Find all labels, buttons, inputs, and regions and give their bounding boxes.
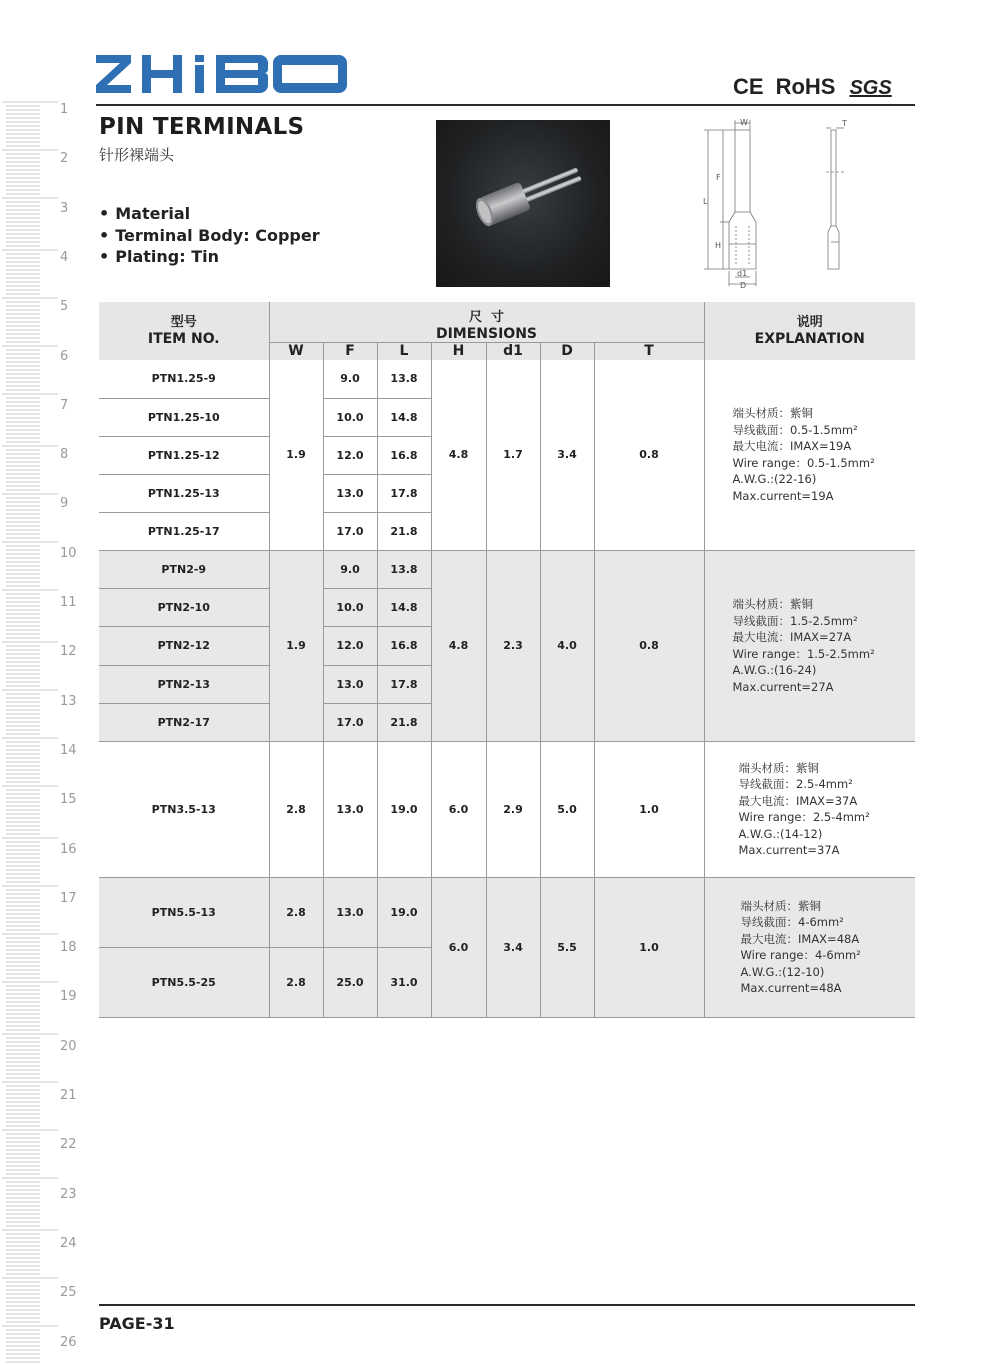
header-dimensions: [269, 302, 704, 342]
explanation-line: 导线截面：2.5-4mm²: [738, 777, 853, 791]
explanation-line: 最大电流：IMAX=27A: [732, 630, 852, 644]
item-no-cell: PTN2-9: [99, 550, 269, 588]
h-cell: 4.8: [431, 550, 486, 741]
h-cell: 6.0: [431, 877, 486, 1017]
item-no-cell: PTN2-12: [99, 626, 269, 665]
w-cell: 1.9: [269, 360, 323, 550]
d-cell: 3.4: [540, 360, 594, 550]
ruler-number: 4: [60, 249, 69, 265]
item-no-cell: PTN1.25-17: [99, 512, 269, 550]
page-ruler: [0, 100, 90, 1365]
ruler-number: 24: [60, 1235, 77, 1251]
explanation-line: Max.current=27A: [732, 679, 834, 694]
feature-item: • Plating: Tin: [99, 246, 320, 268]
explanation-line: 端头材质：紫铜: [732, 597, 813, 611]
f-cell: 9.0: [323, 550, 377, 588]
explanation-line: Max.current=37A: [738, 843, 840, 857]
ruler-number: 13: [60, 693, 77, 709]
f-cell: 17.0: [323, 512, 377, 550]
brand-logo: [96, 54, 348, 98]
ruler-number: 23: [60, 1186, 77, 1202]
column-header-l: L: [377, 342, 431, 360]
ruler-number: 14: [60, 742, 77, 758]
header-expl-en: EXPLANATION: [754, 331, 865, 347]
ruler-number: 8: [60, 447, 69, 463]
t-cell: 0.8: [594, 550, 704, 741]
ruler-ticks: [0, 100, 60, 1365]
label-w: W: [740, 118, 748, 127]
terminal-dimension-diagram: [698, 114, 878, 292]
explanation-cell: [704, 550, 915, 741]
explanation-line: 端头材质：紫铜: [738, 760, 819, 775]
feature-list: [99, 203, 320, 268]
l-cell: 13.8: [377, 550, 431, 588]
label-d: D: [740, 281, 747, 290]
explanation-line: 端头材质：紫铜: [740, 898, 821, 913]
l-cell: 19.0: [377, 741, 431, 877]
item-no-cell: PTN2-13: [99, 665, 269, 703]
spec-table-container: [99, 302, 915, 1018]
explanation-cell: [704, 741, 915, 877]
column-header-h: H: [431, 342, 486, 360]
explanation-cell: [704, 877, 915, 1017]
explanation-line: A.W.G.:(22-16): [732, 472, 817, 487]
explanation-line: Max.current=48A: [740, 981, 842, 995]
label-f: F: [716, 173, 721, 182]
table-row: [99, 741, 915, 877]
spec-table: [99, 302, 915, 1018]
column-header-t: T: [594, 342, 704, 360]
explanation-line: 端头材质：紫铜: [732, 406, 813, 421]
l-cell: 14.8: [377, 588, 431, 626]
ruler-number: 21: [60, 1088, 77, 1103]
ce-mark: CE: [733, 74, 764, 99]
ruler-number: 16: [60, 841, 77, 857]
explanation-line: A.W.G.:(14-12): [738, 826, 823, 841]
ruler-number: 6: [60, 348, 69, 364]
header-dim-cn: 尺 寸: [468, 309, 505, 325]
header-item-cn: 型号: [170, 315, 197, 330]
ruler-number: 26: [60, 1334, 77, 1350]
header-item-en: ITEM NO.: [147, 331, 220, 347]
product-photo: [436, 120, 610, 287]
item-no-cell: PTN3.5-13: [99, 741, 269, 877]
table-row: [99, 550, 915, 588]
item-no-cell: PTN1.25-12: [99, 436, 269, 474]
d1-cell: 2.3: [486, 550, 540, 741]
header-explanation: [704, 302, 915, 360]
h-cell: 6.0: [431, 741, 486, 877]
explanation-line: Max.current=19A: [732, 488, 834, 503]
label-h: H: [715, 241, 722, 250]
ruler-number: 1: [60, 102, 69, 117]
d1-cell: 1.7: [486, 360, 540, 550]
column-header-w: W: [269, 342, 323, 360]
column-header-d: D: [540, 342, 594, 360]
l-cell: 16.8: [377, 436, 431, 474]
ruler-number: 2: [60, 151, 69, 167]
w-cell: 1.9: [269, 550, 323, 741]
feature-item: • Terminal Body: Copper: [99, 225, 320, 247]
t-cell: 0.8: [594, 360, 704, 550]
column-header-f: F: [323, 342, 377, 360]
explanation-line: 最大电流：IMAX=48A: [740, 931, 860, 946]
column-header-d1: d1: [486, 342, 540, 360]
explanation-line: 导线截面：4-6mm²: [740, 915, 844, 929]
item-no-cell: PTN1.25-13: [99, 474, 269, 512]
pin-terminal-image: [436, 120, 610, 287]
page-number: PAGE-31: [99, 1314, 175, 1333]
d1-cell: 2.9: [486, 741, 540, 877]
w-cell: 2.8: [269, 947, 323, 1017]
ruler-number: 3: [60, 200, 69, 216]
f-cell: 13.0: [323, 877, 377, 947]
d-cell: 5.5: [540, 877, 594, 1017]
ruler-number: 18: [60, 940, 77, 956]
t-cell: 1.0: [594, 741, 704, 877]
f-cell: 13.0: [323, 741, 377, 877]
table-row: [99, 877, 915, 947]
explanation-line: 最大电流：IMAX=19A: [732, 439, 852, 454]
l-cell: 16.8: [377, 626, 431, 665]
ruler-number: 22: [60, 1137, 77, 1153]
l-cell: 13.8: [377, 360, 431, 398]
explanation-cell: [704, 360, 915, 550]
l-cell: 17.8: [377, 665, 431, 703]
page-subtitle: 针形裸端头: [99, 146, 175, 164]
zhibo-logo-mark: [96, 54, 348, 94]
f-cell: 9.0: [323, 360, 377, 398]
header-dim-en: DIMENSIONS: [435, 325, 538, 342]
explanation-line: 导线截面：1.5-2.5mm²: [732, 613, 858, 628]
table-row: [99, 360, 915, 398]
item-no-cell: PTN2-10: [99, 588, 269, 626]
f-cell: 13.0: [323, 665, 377, 703]
explanation-line: 导线截面：0.5-1.5mm²: [732, 422, 858, 437]
explanation-line: Wire range：1.5-2.5mm²: [732, 646, 875, 661]
f-cell: 10.0: [323, 398, 377, 436]
explanation-line: A.W.G.:(16-24): [732, 663, 817, 677]
l-cell: 21.8: [377, 512, 431, 550]
f-cell: 12.0: [323, 626, 377, 665]
f-cell: 13.0: [323, 474, 377, 512]
explanation-line: 最大电流：IMAX=37A: [738, 793, 858, 808]
d-cell: 4.0: [540, 550, 594, 741]
ruler-number: 11: [60, 595, 77, 610]
table-bottom-border: [99, 1017, 915, 1018]
certification-marks: [733, 74, 892, 100]
w-cell: 2.8: [269, 741, 323, 877]
ruler-number: 25: [60, 1285, 77, 1301]
item-no-cell: PTN1.25-10: [99, 398, 269, 436]
rohs-mark: RoHS: [775, 74, 836, 99]
page-title: PIN TERMINALS: [99, 114, 305, 140]
header-expl-cn: 说明: [796, 315, 823, 330]
item-no-cell: PTN5.5-25: [99, 947, 269, 1017]
feature-item: • Material: [99, 203, 320, 225]
f-cell: 10.0: [323, 588, 377, 626]
ruler-number: 7: [60, 397, 69, 413]
label-l: L: [703, 197, 708, 206]
explanation-line: Wire range：0.5-1.5mm²: [732, 455, 875, 470]
ruler-number: 9: [60, 496, 69, 512]
d-cell: 5.0: [540, 741, 594, 877]
ruler-number: 15: [60, 792, 77, 808]
l-cell: 31.0: [377, 947, 431, 1017]
explanation-line: Wire range：4-6mm²: [740, 948, 861, 962]
ruler-number: 17: [60, 890, 77, 906]
ruler-number: 19: [60, 989, 77, 1005]
d1-cell: 3.4: [486, 877, 540, 1017]
ruler-number: 12: [60, 644, 77, 660]
f-cell: 12.0: [323, 436, 377, 474]
header-divider: [96, 104, 915, 106]
f-cell: 17.0: [323, 703, 377, 741]
dimension-drawing: [698, 114, 878, 296]
header-item-no: [99, 302, 269, 360]
l-cell: 21.8: [377, 703, 431, 741]
label-d1: d1: [737, 269, 748, 278]
ruler-number: 20: [60, 1038, 77, 1054]
item-no-cell: PTN2-17: [99, 703, 269, 741]
t-cell: 1.0: [594, 877, 704, 1017]
l-cell: 17.8: [377, 474, 431, 512]
item-no-cell: PTN5.5-13: [99, 877, 269, 947]
footer-divider: [99, 1304, 915, 1306]
ruler-number: 10: [60, 545, 77, 561]
item-no-cell: PTN1.25-9: [151, 372, 216, 386]
h-cell: 4.8: [431, 360, 486, 550]
ruler-number: 5: [60, 299, 69, 315]
label-t: T: [842, 119, 847, 128]
l-cell: 19.0: [377, 877, 431, 947]
f-cell: 25.0: [323, 947, 377, 1017]
w-cell: 2.8: [269, 877, 323, 947]
l-cell: 14.8: [377, 398, 431, 436]
sgs-mark: SGS: [849, 77, 892, 99]
explanation-line: A.W.G.:(12-10): [740, 964, 825, 979]
explanation-line: Wire range：2.5-4mm²: [738, 810, 870, 824]
